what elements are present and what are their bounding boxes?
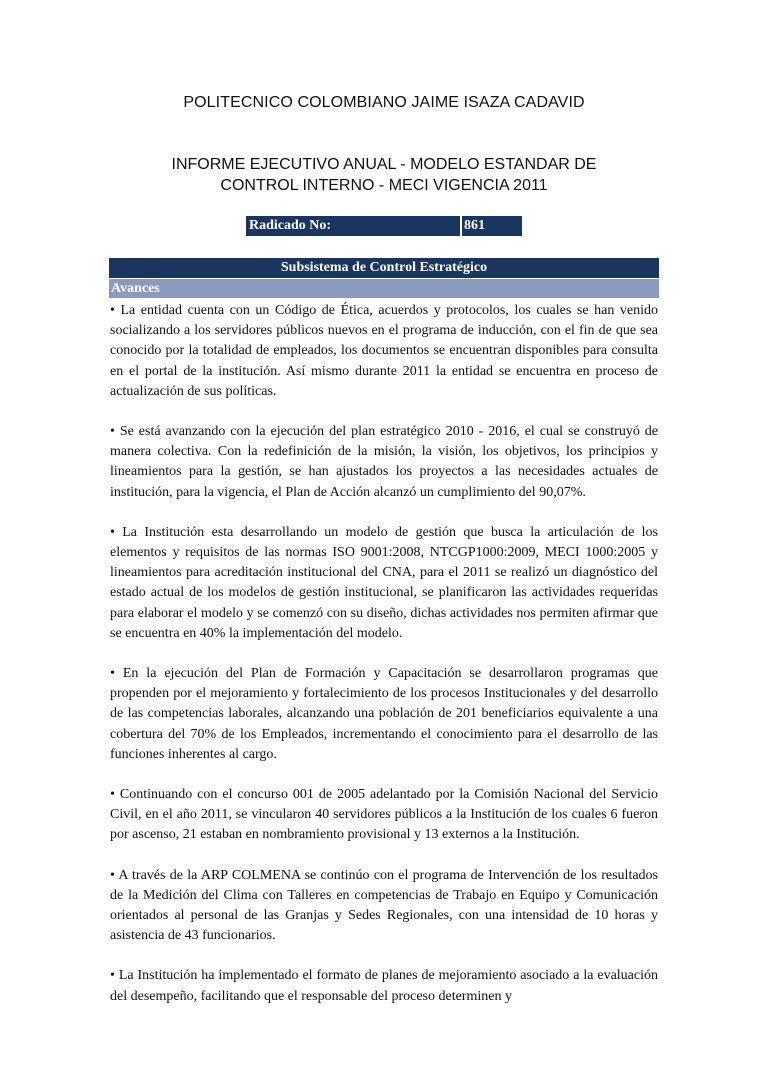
report-title-line-2: CONTROL INTERNO - MECI VIGENCIA 2011 [220,177,548,194]
paragraph-2: • Se está avanzando con la ejecución del plan estratégico 2010 - 2016, el cual se construyó de manera colectiva. Con la redefinición de la misión, la visión, los objetivos, los principios y lineamientos para la gestión, se han ajustados los proyectos a las necesidades actuales de institución, para la vigencia, el Plan de Acción alcanzó un cumplimiento del 90,07%. [110,424,658,500]
report-title-line-1: INFORME EJECUTIVO ANUAL - MODELO ESTANDAR DE [171,156,597,173]
radicado-box [246,216,522,236]
paragraph-1: • La entidad cuenta con un Código de Ética, acuerdos y protocolos, los cuales se han venido socializando a los servidores públicos nuevos en el programa de inducción, con el fin de que sea conocido por la totalidad de empleados, los documentos se encuentran disponibles para consulta en el portal de la institución. Así mismo durante 2011 la entidad se encuentra en proceso de actualización de sus políticas. [110,303,658,399]
radicado-label: Radicado No: [246,216,460,236]
radicado-number: 861 [462,216,522,236]
paragraph-7: • La Institución ha implementado el formato de planes de mejoramiento asociado a la evaluación del desempeño, facilitando que el responsable del proceso determinen y [110,968,658,1004]
document-body [110,301,658,1027]
paragraph-3: • La Institución esta desarrollando un modelo de gestión que busca la articulación de los elementos y requisitos de las normas ISO 9001:2008, NTCGP1000:2009, MECI 1000:2005 y lineamientos para acreditación institucional del CNA, para el 2011 se realizó un diagnóstico del estado actual de los modelos de gestión institucional, se planificaron las actividades requeridas para elaborar el modelo y se comenzó con su diseño, dichas actividades nos permiten afirmar que se encuentra en 40% la implementación del modelo. [110,524,658,641]
paragraph-6: • A través de la ARP COLMENA se continúo con el programa de Intervención de los resultados de la Medición del Clima con Talleres en competencias de Trabajo en Equipo y Comunicación orientados al personal de las Granjas y Sedes Regionales, con una intensidad de 10 horas y asistencia de 43 funcionarios. [110,867,658,944]
paragraph-5: • Continuando con el concurso 001 de 2005 adelantado por la Comisión Nacional del Servicio Civil, en el año 2011, se vincularon 40 servidores públicos a la Institución de los cuales 6 fueron por ascenso, 21 estaban en nombramiento provisional y 13 externos a la Institución. [110,787,658,843]
report-title [0,154,768,196]
paragraph-4: • En la ejecución del Plan de Formación y Capacitación se desarrollaron programas que propenden por el mejoramiento y fortalecimiento de los procesos Institucionales y del desarrollo de las competencias laborales, alcanzando una población de 201 beneficiarios equivalente a una cobertura del 70% de los Empleados, incrementando el conocimiento para el desarrollo de las funciones inherentes al cargo. [110,666,658,762]
section-header: Subsistema de Control Estratégico [109,258,659,278]
section-subheader: Avances [109,279,659,298]
institution-title: POLITECNICO COLOMBIANO JAIME ISAZA CADAVID [183,94,585,111]
